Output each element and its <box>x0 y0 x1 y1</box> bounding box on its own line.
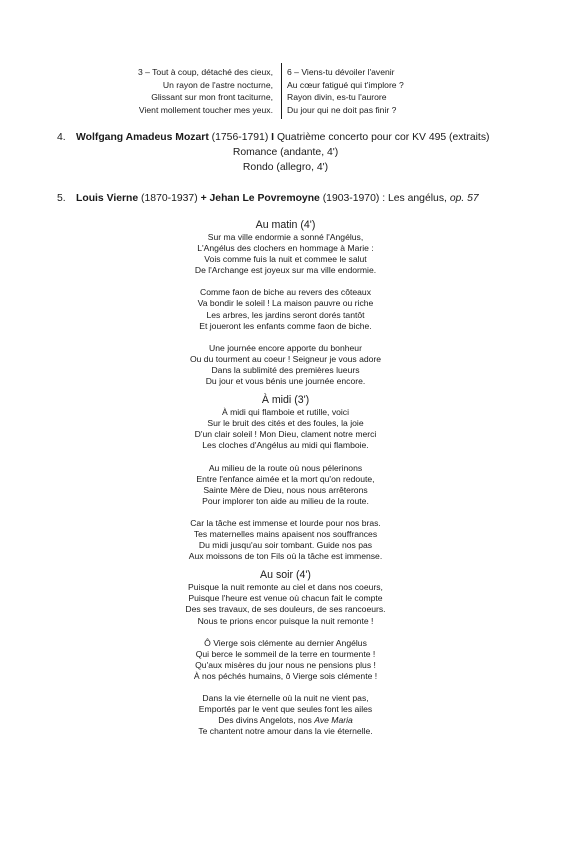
poem-line: Aux moissons de ton Fils où la tâche est immense. <box>188 551 383 562</box>
poem-line: Et joueront les enfants comme faon de biche. <box>199 320 372 331</box>
plus-mark: + <box>200 193 207 204</box>
verse-line: Vient mollement toucher mes yeux. <box>138 104 273 115</box>
item-number: 4. <box>57 132 66 143</box>
separator-mark: I <box>271 132 275 143</box>
stanza <box>0 343 571 387</box>
stanza <box>0 518 571 562</box>
verse-column-right <box>287 66 404 116</box>
work-title: Quatrième concerto pour cor KV 495 (extraits) <box>274 132 490 143</box>
verse-line: Du jour qui ne doit pas finir ? <box>287 104 397 115</box>
stanza <box>0 287 571 331</box>
poem-line: Du jour et vous bénis une journée encore. <box>205 376 366 387</box>
poem-line: Puisque l'heure est venue où chacun fait le compte <box>188 593 383 604</box>
composer-name: Jehan Le Povremoyne <box>206 193 320 204</box>
poem-section-title: Au matin (4') <box>255 219 316 231</box>
stanza <box>0 638 571 682</box>
poem-line: L'Angélus des clochers en hommage à Marie : <box>197 243 374 254</box>
poem-line: Des ses travaux, de ses douleurs, de ses rancoeurs. <box>185 604 386 615</box>
poem-line: Sur ma ville endormie a sonné l'Angélus, <box>207 232 364 242</box>
poem-line: D'un clair soleil ! Mon Dieu, clament notre merci <box>194 429 377 440</box>
stanza <box>0 463 571 507</box>
poem-line: À nos péchés humains, ô Vierge sois clémente ! <box>193 670 378 681</box>
program-item-5 <box>57 192 479 206</box>
poem-line: À midi qui flamboie et rutille, voici <box>221 407 350 418</box>
poem <box>0 219 571 737</box>
poem-line: Sur le bruit des cités et des foules, la joie <box>207 418 364 429</box>
poem-line: Sainte Mère de Dieu, nous nous arrêterons <box>203 484 368 495</box>
verse-line: Glissant sur mon front taciturne, <box>151 92 273 102</box>
poem-line: Tes maternelles mains apaisent nos souffrances <box>193 528 378 539</box>
poem-line: Ô Vierge sois clémente au dernier Angélus <box>204 637 367 648</box>
poem-line: Te chantent notre amour dans la vie éternelle. <box>198 726 373 737</box>
poem-section-title: Au soir (4') <box>260 569 311 582</box>
verse-line: 3 – Tout à coup, détaché des cieux, <box>137 67 273 77</box>
stanza <box>0 693 571 737</box>
poem-line: Les cloches d'Angélus au midi qui flamboie. <box>202 440 369 451</box>
verse-line: 6 – Viens-tu dévoiler l'avenir <box>287 67 395 77</box>
poem-line: Une journée encore apporte du bonheur <box>209 342 362 353</box>
stanza <box>0 407 571 451</box>
column-divider <box>281 63 282 119</box>
verse-column-left <box>138 66 273 116</box>
movement-line: Rondo (allegro, 4') <box>242 162 329 173</box>
poem-line: Entre l'enfance aimée et la mort qu'on redoute, <box>196 473 375 484</box>
opus-number: op. 57 <box>449 193 479 204</box>
poem-line: Qu'aux misères du jour nous ne pensions plus ! <box>195 659 376 670</box>
composer-dates-and-work: (1903-1970) : Les angélus, <box>319 193 450 204</box>
poem-line: Du midi jusqu'au soir tombant. Guide nos pas <box>198 540 373 551</box>
poem-line: Pour implorer ton aide au milieu de la route. <box>202 495 369 506</box>
stanza <box>0 582 571 626</box>
poem-line-text: Des divins Angelots, nos <box>218 715 315 726</box>
poem-line: Puisque la nuit remonte au ciel et dans nos coeurs, <box>188 582 383 593</box>
program-item-4 <box>57 131 489 145</box>
composer-name: Louis Vierne <box>76 193 139 204</box>
poem-line: Comme faon de biche au revers des côteaux <box>199 287 371 298</box>
composer-name: Wolfgang Amadeus Mozart <box>76 132 209 143</box>
composer-dates: (1870-1937) <box>138 193 201 204</box>
verse-line: Au cœur fatigué qui t'implore ? <box>287 79 404 90</box>
poem-line: Dans la sublimité des premières lueurs <box>211 364 360 375</box>
poem-line: Nous te prions encor puisque la nuit remonte ! <box>197 615 374 626</box>
poem-line: De l'Archange est joyeux sur ma ville endormie. <box>194 265 377 276</box>
poem-section-title: À midi (3') <box>261 394 310 407</box>
poem-line: Au milieu de la route où nous pélerinons <box>208 462 363 473</box>
verse-columns <box>0 66 571 118</box>
verse-line: Rayon divin, es-tu l'aurore <box>287 92 387 102</box>
verse-line: Un rayon de l'astre nocturne, <box>162 79 273 90</box>
poem-line <box>0 715 571 726</box>
poem-line: Dans la vie éternelle où la nuit ne vient pas, <box>202 693 369 703</box>
poem-line: Emportés par le vent que seules font les ailes <box>198 704 373 715</box>
latin-phrase: Ave Maria <box>314 715 353 726</box>
item-number: 5. <box>57 193 66 204</box>
poem-line: Car la tâche est immense et lourde pour nos bras. <box>190 517 381 528</box>
movement-line: Romance (andante, 4') <box>232 147 339 158</box>
stanza <box>0 232 571 276</box>
composer-dates: (1756-1791) <box>208 132 272 143</box>
poem-line: Vois comme fuis la nuit et commee le salut <box>204 254 367 265</box>
poem-line: Les arbres, les jardins seront dorés tantôt <box>206 309 365 320</box>
poem-line: Va bondir le soleil ! La maison pauvre ou riche <box>197 298 374 309</box>
poem-line: Qui berce le sommeil de la terre en tourmente ! <box>195 648 376 659</box>
poem-line: Ou du tourment au coeur ! Seigneur je vous adore <box>189 353 382 364</box>
